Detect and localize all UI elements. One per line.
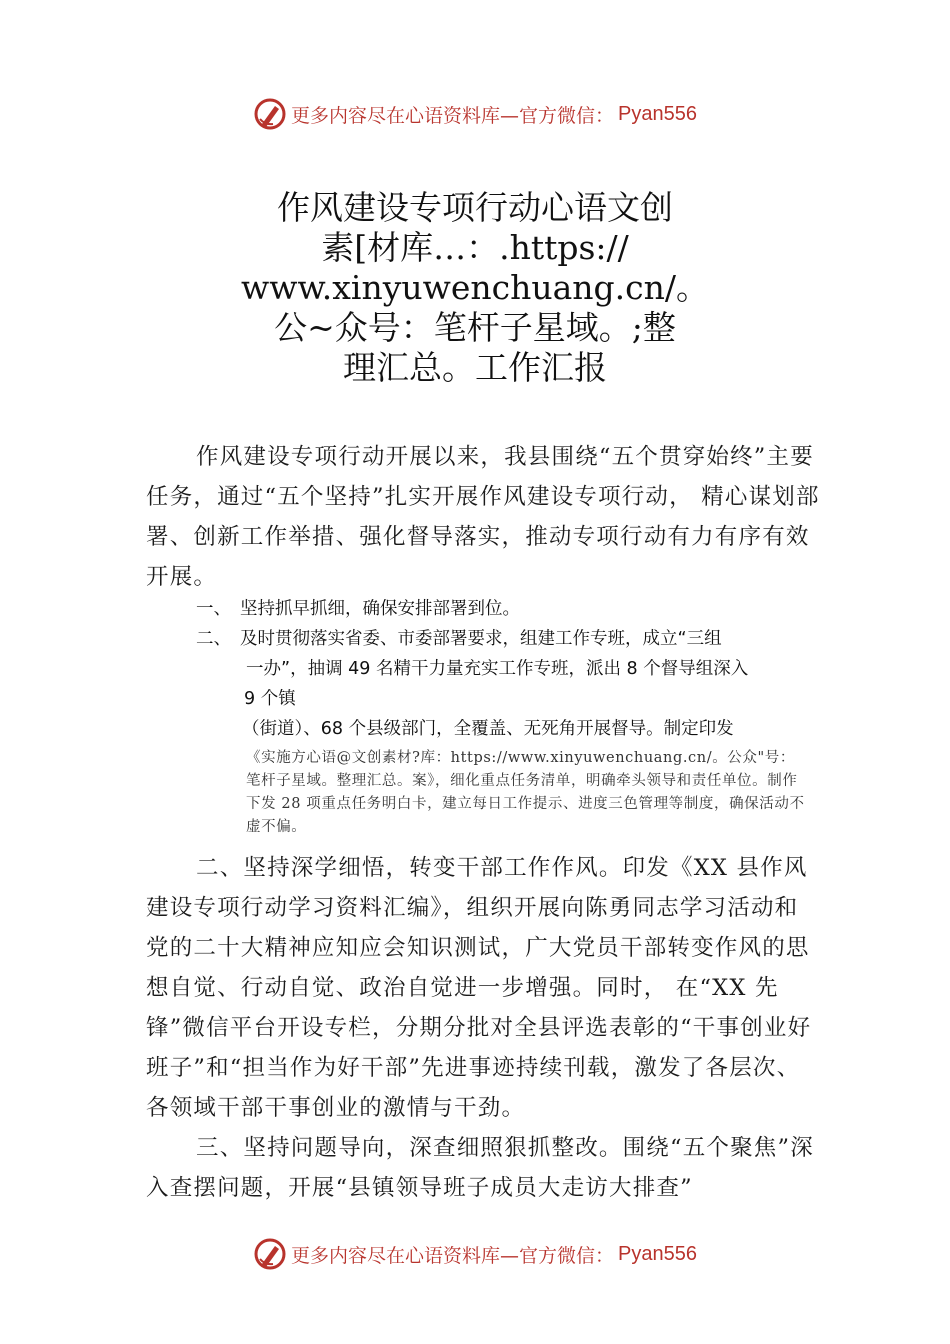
title-line: www.xinyuwenchuang.cn/。 bbox=[240, 268, 710, 307]
list-text: （街道）、68 个县级部门，全覆盖、无死角开展督导。制定印发 bbox=[242, 719, 734, 739]
list-text: 及时贯彻落实省委、市委部署要求，组建工作专班，成立“三组 bbox=[240, 629, 722, 649]
title-line: 公~众号：笔杆子星域。;整 bbox=[274, 308, 676, 347]
pen-seal-icon bbox=[253, 97, 287, 131]
paragraph-3 bbox=[146, 1128, 821, 1208]
list-number: 一、 bbox=[196, 599, 231, 619]
list-text: 坚持抓早抓细，确保安排部署到位。 bbox=[240, 599, 520, 619]
list-number: 二、 bbox=[196, 629, 231, 649]
header-banner bbox=[0, 94, 950, 134]
small-print-paragraph: 《实施方心语@文创素材?库：https://www.xinyuwenchuang.cn/。公众"号：笔杆子星域。整理汇总。案》，细化重点任务清单，明确牵头领导和责任单位。制作下发 28 项重点任务明白卡，建立每日工作提示、进度三色管理等制度，确保活动不虚不偏。 bbox=[246, 750, 805, 835]
footer-banner bbox=[0, 1234, 950, 1274]
title-line: 素[材库…：.https:// bbox=[321, 228, 629, 267]
numbered-list bbox=[196, 594, 816, 744]
intro-text: 作风建设专项行动开展以来，我县围绕“五个贯穿始终”主要任务，通过“五个坚持”扎实开展作风建设专项行动， 精心谋划部署、创新工作举措、强化督导落实，推动专项行动有力有序有效开展。 bbox=[146, 444, 820, 590]
banner-text: 更多内容尽在心语资料库—官方微信： bbox=[291, 104, 615, 127]
pen-seal-icon bbox=[253, 1237, 287, 1271]
list-item bbox=[196, 624, 816, 654]
list-item bbox=[196, 594, 816, 624]
paragraph-2 bbox=[146, 848, 821, 1128]
list-text: 一办”，抽调 49 名精干力量充实工作专班，派出 8 个督导组深入 bbox=[246, 659, 749, 679]
banner-wechat-id: Pyan556 bbox=[618, 102, 697, 125]
title-line: 作风建设专项行动心语文创 bbox=[277, 188, 673, 227]
title-line: 理汇总。工作汇报 bbox=[343, 348, 607, 387]
paragraph-3-text: 三、坚持问题导向，深查细照狠抓整改。围绕“五个聚焦”深入查摆问题，开展“县镇领导班子成员大走访大排查” bbox=[146, 1135, 814, 1201]
intro-paragraph bbox=[146, 437, 821, 597]
banner-text: 更多内容尽在心语资料库—官方微信： bbox=[291, 1244, 615, 1267]
list-text: 9 个镇 bbox=[244, 689, 296, 709]
document-title bbox=[160, 188, 790, 388]
banner-wechat-id: Pyan556 bbox=[618, 1242, 697, 1265]
paragraph-2-text: 二、坚持深学细悟，转变干部工作作风。印发《XX 县作风建设专项行动学习资料汇编》，组织开展向陈勇同志学习活动和党的二十大精神应知应会知识测试，广大党员干部转变作风的思想自觉、行动自觉、政治自觉进一步增强。同时， 在“XX 先锋”微信平台开设专栏，分期分批对全县评选表彰的“干事创业好班子”和“担当作为好干部”先进事迹持续刊载，激发了各层次、各领域干部干事创业的激情与干劲。 bbox=[146, 855, 812, 1121]
